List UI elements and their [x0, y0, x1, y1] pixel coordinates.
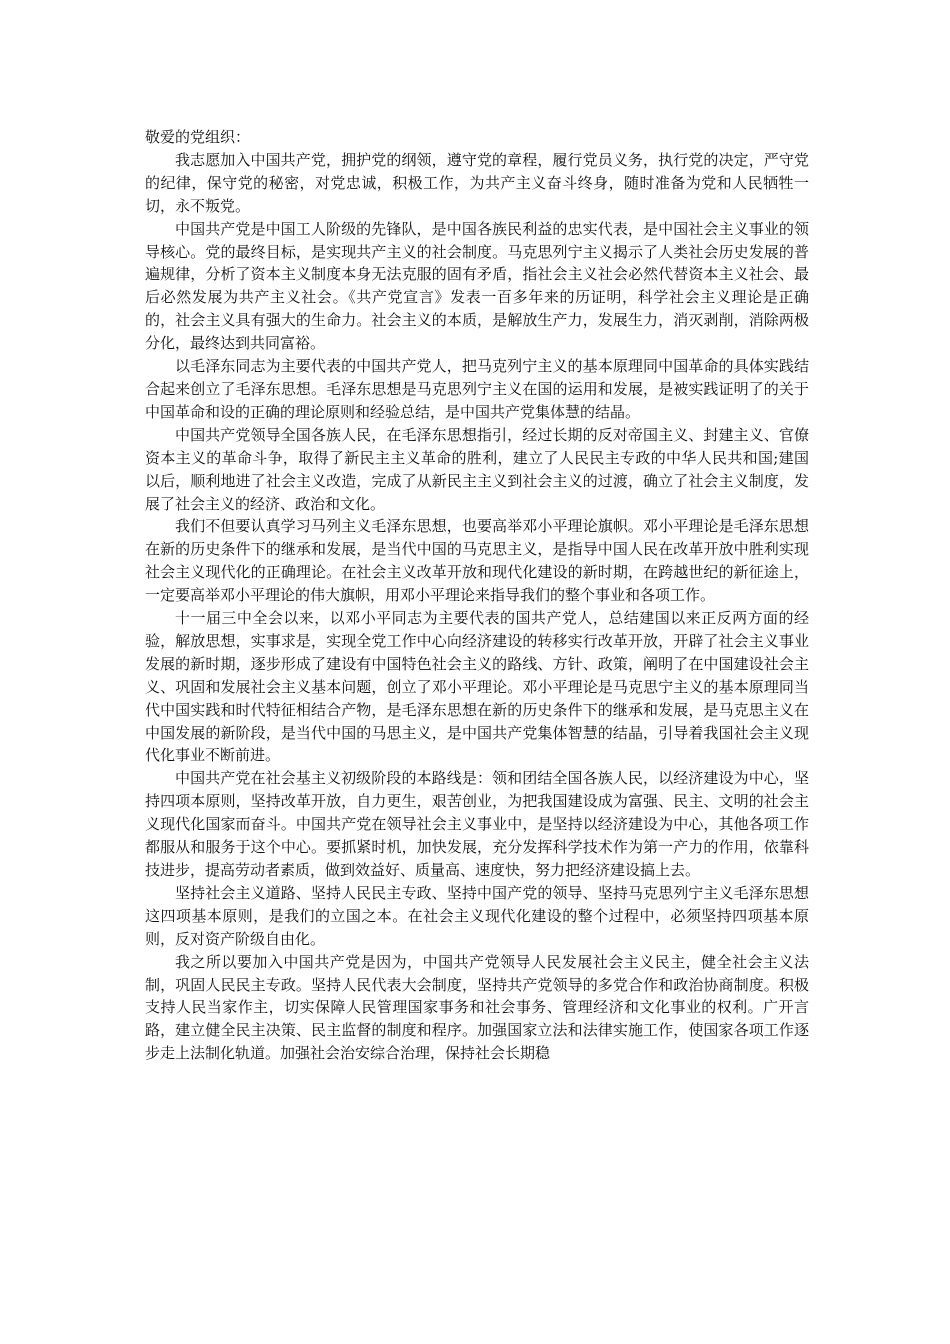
paragraph: 坚持社会主义道路、坚持人民民主专政、坚持中国产党的领导、坚持马克思列宁主义毛泽东思想这四项基本原则，是我们的立国之本。在社会主义现代化建设的整个过程中，必须坚持四项基本原则，反对资产阶级自由化。 [145, 883, 809, 948]
paragraph: 我之所以要加入中国共产党是因为，中国共产党领导人民发展社会主义民主，健全社会主义法制，巩固人民民主专政。坚持人民代表大会制度，坚持共产党领导的多党合作和政治协商制度。积极支持人民当家作主，切实保障人民管理国家事务和社会事务、管理经济和文化事业的权利。广开言路，建立健全民主决策、民主监督的制度和程序。加强国家立法和法律实施工作，使国家各项工作逐步走上法制化轨道。加强社会治安综合治理，保持社会长期稳 [145, 952, 809, 1063]
paragraph: 我们不但要认真学习马列主义毛泽东思想，也要高举邓小平理论旗帜。邓小平理论是毛泽东思想在新的历史条件下的继承和发展，是当代中国的马克思主义，是指导中国人民在改革开放中胜利实现社会主义现代化的正确理论。在社会主义改革开放和现代化建设的新时期，在跨越世纪的新征途上，一定要高举邓小平理论的伟大旗帜，用邓小平理论来指导我们的整个事业和各项工作。 [145, 517, 809, 605]
document-body [145, 126, 809, 1065]
paragraph: 我志愿加入中国共产党，拥护党的纲领，遵守党的章程，履行党员义务，执行党的决定，严守党的纪律，保守党的秘密，对党忠诚，积极工作，为共产主义奋斗终身，随时准备为党和人民牺牲一切，永不叛党。 [145, 150, 809, 215]
paragraph: 中国共产党是中国工人阶级的先锋队，是中国各族民利益的忠实代表，是中国社会主义事业的领导核心。党的最终目标，是实现共产主义的社会制度。马克思列宁主义揭示了人类社会历史发展的普遍规律，分析了资本主义制度本身无法克服的固有矛盾，指社会主义社会必然代替资本主义社会、最后必然发展为共产主义社会。《共产党宣言》发表一百多年来的历证明，科学社会主义理论是正确的，社会主义具有强大的生命力。社会主义的本质，是解放生产力，发展生力，消灭剥削，消除两极分化，最终达到共同富裕。 [145, 219, 809, 353]
paragraph: 中国共产党领导全国各族人民，在毛泽东思想指引，经过长期的反对帝国主义、封建主义、官僚资本主义的革命斗争，取得了新民主主义革命的胜利，建立了人民民主专政的中华人民共和国;建国以后，顺利地进了社会主义改造，完成了从新民主主义到社会主义的过渡，确立了社会主义制度，发展了社会主义的经济、政治和文化。 [145, 425, 809, 513]
paragraph: 以毛泽东同志为主要代表的中国共产党人，把马克列宁主义的基本原理同中国革命的具体实践结合起来创立了毛泽东思想。毛泽东思想是马克思列宁主义在国的运用和发展，是被实践证明了的关于中国革命和设的正确的理论原则和经验总结，是中国共产党集体慧的结晶。 [145, 357, 809, 421]
paragraph: 中国共产党在社会基主义初级阶段的本路线是：领和团结全国各族人民，以经济建设为中心，坚持四项本原则，坚持改革开放，自力更生，艰苦创业，为把我国建设成为富强、民主、文明的社会主义现代化国家而奋斗。中国共产党在领导社会主义事业中，是坚持以经济建设为中心，其他各项工作都服从和服务于这个中心。要抓紧时机，加快发展，充分发挥科学技术作为第一产力的作用，依靠科技进步，提高劳动者素质，做到效益好、质量高、速度快，努力把经济建设搞上去。 [145, 769, 809, 879]
paragraph: 十一届三中全会以来，以邓小平同志为主要代表的国共产党人，总结建国以来正反两方面的经验，解放思想，实事求是，实现全党工作中心向经济建设的转移实行改革开放，开辟了社会主义事业发展的新时期，逐步形成了建设有中国特色社会主义的路线、方针、政策，阐明了在中国建设社会主义、巩固和发展社会主义基本问题，创立了邓小平理论。邓小平理论是马克思宁主义的基本原理同当代中国实践和时代特征相结合产物，是毛泽东思想在新的历史条件下的继承和发展，是马克思主义在中国发展的新阶段，是当代中国的马思主义，是中国共产党集体智慧的结晶，引导着我国社会主义现代化事业不断前进。 [145, 609, 809, 765]
salutation: 敬爱的党组织： [145, 128, 251, 146]
